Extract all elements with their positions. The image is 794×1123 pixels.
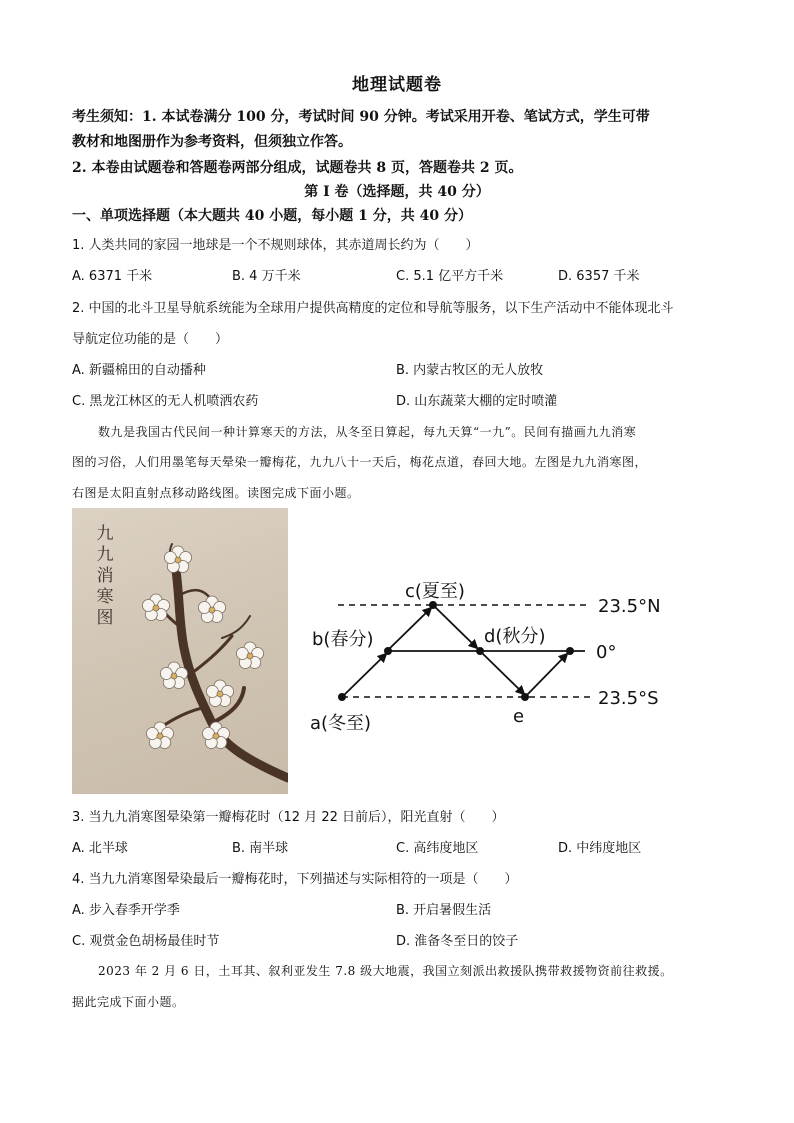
passage-1-line-3: 右图是太阳直射点移动路线图。读图完成下面小题。: [72, 486, 360, 500]
sun-path-diagram: [300, 570, 680, 745]
notice-line-1: 考生须知：1. 本试卷满分 100 分，考试时间 90 分钟。考试采用开卷、笔试方式，学生可带: [72, 109, 650, 125]
question-3-option-d: D. 中纬度地区: [558, 841, 642, 856]
question-3-stem: 3. 当九九消寒图晕染第一瓣梅花时（12 月 22 日前后），阳光直射（ ）: [72, 810, 505, 825]
question-1-option-d: D. 6357 千米: [558, 269, 640, 284]
section-title: 第 I 卷（选择题，共 40 分）: [304, 184, 490, 200]
question-2-option-c: C. 黑龙江林区的无人机喷洒农药: [72, 394, 259, 409]
point-end: [566, 647, 574, 655]
notice-line-3: 2. 本卷由试题卷和答题卷两部分组成，试题卷共 8 页，答题卷共 2 页。: [72, 160, 523, 176]
question-1-stem: 1. 人类共同的家园一地球是一个不规则球体，其赤道周长约为（ ）: [72, 238, 479, 253]
page-title: 地理试题卷: [352, 75, 442, 95]
question-2-option-a: A. 新疆棉田的自动播种: [72, 363, 206, 378]
question-4-stem: 4. 当九九消寒图晕染最后一瓣梅花时，下列描述与实际相符的一项是（ ）: [72, 872, 518, 887]
plum-blossom-figure: [72, 508, 288, 794]
point-c: [429, 601, 437, 609]
question-2-stem-line-1: 2. 中国的北斗卫星导航系统能为全球用户提供高精度的定位和导航等服务，以下生产活动中不能体现北斗: [72, 301, 674, 316]
figure-vertical-title: 九九消寒图: [96, 524, 114, 628]
label-b: b(春分): [312, 629, 374, 650]
label-e: e: [513, 706, 525, 727]
question-4-option-b: B. 开启暑假生活: [396, 903, 492, 918]
label-c: c(夏至): [405, 581, 465, 602]
question-2-stem-line-2: 导航定位功能的是（ ）: [72, 332, 229, 347]
question-1-option-b: B. 4 万千米: [232, 269, 301, 284]
passage-1-line-2: 图的习俗，人们用墨笔每天晕染一瓣梅花，九九八十一天后，梅花点道，春回大地。左图是九九消寒图，: [72, 455, 648, 469]
passage-2-line-1: 2023 年 2 月 6 日，土耳其、叙利亚发生 7.8 级大地震，我国立刻派出救援队携带救援物资前往救援。: [98, 964, 673, 978]
question-1-option-c: C. 5.1 亿平方千米: [396, 269, 504, 284]
question-2-option-d: D. 山东蔬菜大棚的定时喷灌: [396, 394, 558, 409]
point-e: [521, 693, 529, 701]
question-4-option-a: A. 步入春季开学季: [72, 903, 180, 918]
plum-branch-illustration: [72, 508, 288, 794]
label-23-5-n: 23.5°N: [598, 596, 661, 617]
passage-2-line-2: 据此完成下面小题。: [72, 995, 185, 1009]
part-title: 一、单项选择题（本大题共 40 小题，每小题 1 分，共 40 分）: [72, 208, 472, 224]
label-23-5-s: 23.5°S: [598, 688, 659, 709]
question-1-option-a: A. 6371 千米: [72, 269, 153, 284]
question-4-option-c: C. 观赏金色胡杨最佳时节: [72, 934, 220, 949]
label-d: d(秋分): [484, 626, 546, 647]
question-3-option-b: B. 南半球: [232, 841, 289, 856]
passage-1-line-1: 数九是我国古代民间一种计算寒天的方法，从冬至日算起，每九天算“一九”。民间有描画九九消寒: [98, 425, 637, 439]
notice-line-2: 教材和地图册作为参考资料，但须独立作答。: [72, 134, 352, 150]
question-3-option-a: A. 北半球: [72, 841, 128, 856]
question-3-option-c: C. 高纬度地区: [396, 841, 479, 856]
point-a: [338, 693, 346, 701]
point-d: [476, 647, 484, 655]
point-b: [384, 647, 392, 655]
label-equator: 0°: [596, 642, 617, 663]
label-a: a(冬至): [310, 713, 372, 734]
plum-flowers: [142, 546, 263, 749]
question-4-option-d: D. 淮备冬至日的饺子: [396, 934, 519, 949]
question-2-option-b: B. 内蒙古牧区的无人放牧: [396, 363, 544, 378]
